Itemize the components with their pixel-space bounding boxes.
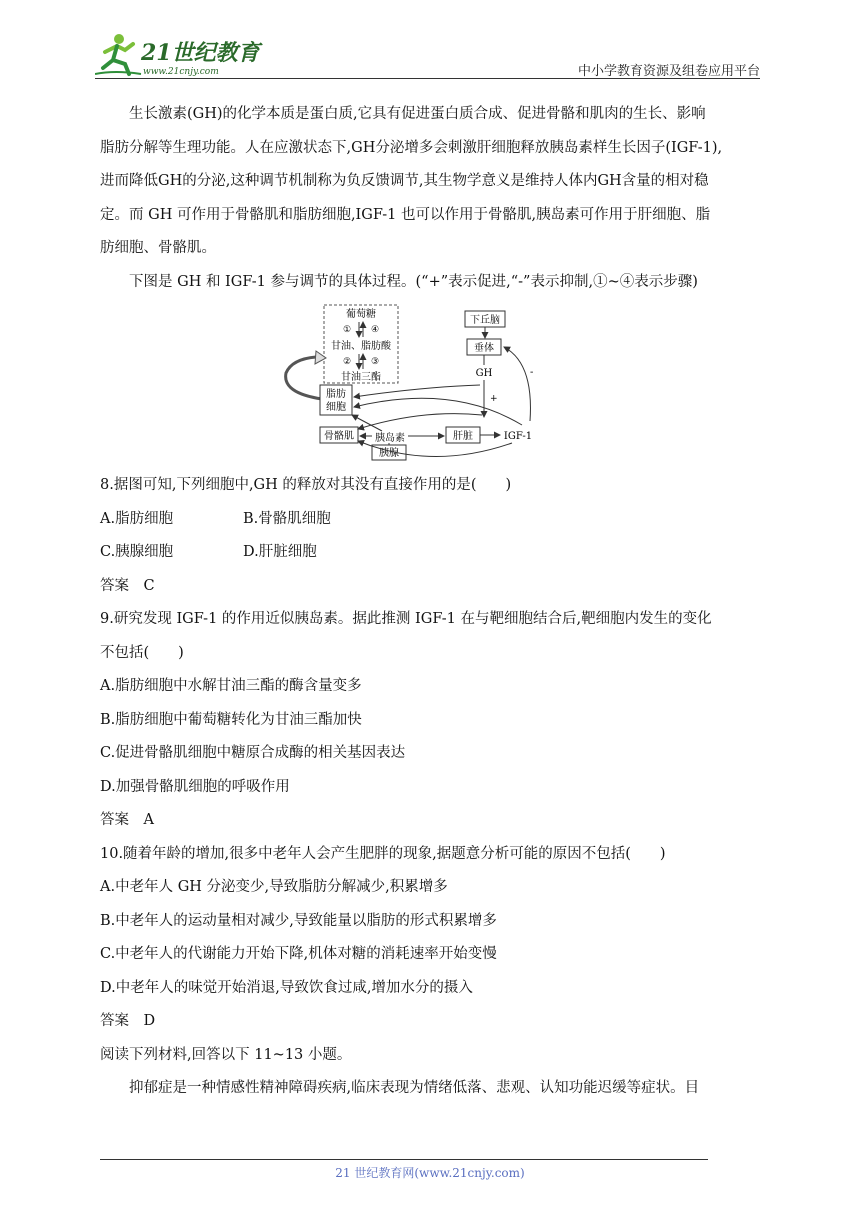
q10-option-c: C.中老年人的代谢能力开始下降,机体对糖的消耗速率开始变慢 xyxy=(100,946,497,962)
question-8-options-row xyxy=(100,536,765,570)
passage-line: 脂肪分解等生理功能。人在应激状态下,GH分泌增多会刺激肝细胞释放胰岛素样生长因子(IGF-1), xyxy=(100,139,723,156)
pancreas-label: 胰腺 xyxy=(379,448,399,459)
q10-option-b: B.中老年人的运动量相对减少,导致能量以脂肪的形式积累增多 xyxy=(100,912,497,929)
skeletal-muscle-label: 骨骼肌 xyxy=(324,431,354,442)
passage-line: 肪细胞、骨骼肌。 xyxy=(100,240,216,256)
pituitary-label: 垂体 xyxy=(474,343,494,354)
regulation-diagram xyxy=(272,303,562,463)
q10-option-a: A.中老年人 GH 分泌变少,导致脂肪分解减少,积累增多 xyxy=(100,879,448,895)
q8-option-b: B.骨骼肌细胞 xyxy=(243,510,331,527)
step-1-label: ① xyxy=(342,325,352,335)
step-3-label: ③ xyxy=(370,357,380,367)
question-9-stem: 9.研究发现 IGF-1 的作用近似胰岛素。据此推测 IGF-1 在与靶细胞结合后,靶细胞内发生的变化 xyxy=(100,611,712,627)
figure-intro: 下图是 GH 和 IGF-1 参与调节的具体过程。(“+”表示促进,“-”表示抑制,①~④表示步骤) xyxy=(129,273,698,290)
igf1-label: IGF-1 xyxy=(503,431,533,442)
question-9-stem-cont: 不包括( ) xyxy=(100,644,184,661)
glucose-label: 葡萄糖 xyxy=(346,309,376,320)
q9-option-c: C.促进骨骼肌细胞中糖原合成酶的相关基因表达 xyxy=(100,745,406,761)
question-8-stem: 8.据图可知,下列细胞中,GH 的释放对其没有直接作用的是( ) xyxy=(100,477,512,493)
q9-option-b: B.脂肪细胞中葡萄糖转化为甘油三酯加快 xyxy=(100,711,362,728)
site-logo xyxy=(95,30,265,78)
footer-site-link[interactable]: 21 世纪教育网(www.21cnjy.com) xyxy=(335,1166,525,1180)
fat-cell-label-2: 细胞 xyxy=(326,402,346,413)
svg-text:21世纪教育: 21世纪教育 xyxy=(141,40,260,66)
passage-line: 生长激素(GH)的化学本质是蛋白质,它具有促进蛋白质合成、促进骨骼和肌肉的生长、影响 xyxy=(129,106,706,122)
q10-answer: 答案 D xyxy=(100,1013,156,1029)
question-8-options-row xyxy=(100,503,765,537)
page-header xyxy=(95,30,760,80)
reading-paragraph: 抑郁症是一种情感性精神障碍疾病,临床表现为情绪低落、悲观、认知功能迟缓等症状。目 xyxy=(129,1080,700,1096)
passage-line: 定。而 GH 可作用于骨骼肌和脂肪细胞,IGF-1 也可以作用于骨骼肌,胰岛素可作用于肝细胞、脂 xyxy=(100,206,711,223)
document-body xyxy=(100,98,765,1106)
liver-label: 肝脏 xyxy=(453,431,473,442)
question-10-stem: 10.随着年龄的增加,很多中老年人会产生肥胖的现象,据题意分析可能的原因不包括( ) xyxy=(100,845,666,862)
step-4-label: ④ xyxy=(370,325,380,335)
q8-option-a: A.脂肪细胞 xyxy=(100,510,174,527)
header-divider xyxy=(95,78,760,79)
triglyceride-label: 甘油三酯 xyxy=(341,372,381,383)
hypothalamus-label: 下丘脑 xyxy=(470,315,500,326)
q8-answer: 答案 C xyxy=(100,577,155,594)
step-2-label: ② xyxy=(342,357,352,367)
platform-name: 中小学教育资源及组卷应用平台 xyxy=(577,64,760,79)
minus-sign: - xyxy=(530,367,534,378)
footer-divider xyxy=(100,1159,708,1160)
insulin-label: 胰岛素 xyxy=(375,433,405,444)
gh-label: GH xyxy=(475,368,493,379)
q9-option-d: D.加强骨骼肌细胞的呼吸作用 xyxy=(100,778,290,795)
fatty-acid-label: 甘油、脂肪酸 xyxy=(331,341,391,352)
q10-option-d: D.中老年人的味觉开始消退,导致饮食过咸,增加水分的摄入 xyxy=(100,979,473,996)
plus-sign: + xyxy=(490,394,498,404)
passage-line: 进而降低GH的分泌,这种调节机制称为负反馈调节,其生物学意义是维持人体内GH含量的相对稳 xyxy=(100,173,709,189)
q9-answer: 答案 A xyxy=(100,812,154,828)
reading-intro: 阅读下列材料,回答以下 11~13 小题。 xyxy=(100,1046,352,1063)
q9-option-a: A.脂肪细胞中水解甘油三酯的酶含量变多 xyxy=(100,678,362,694)
svg-text:www.21cnjy.com: www.21cnjy.com xyxy=(143,67,219,77)
q8-option-c: C.胰腺细胞 xyxy=(100,544,174,560)
q8-option-d: D.肝脏细胞 xyxy=(243,544,317,560)
fat-cell-label: 脂肪 xyxy=(326,389,346,400)
